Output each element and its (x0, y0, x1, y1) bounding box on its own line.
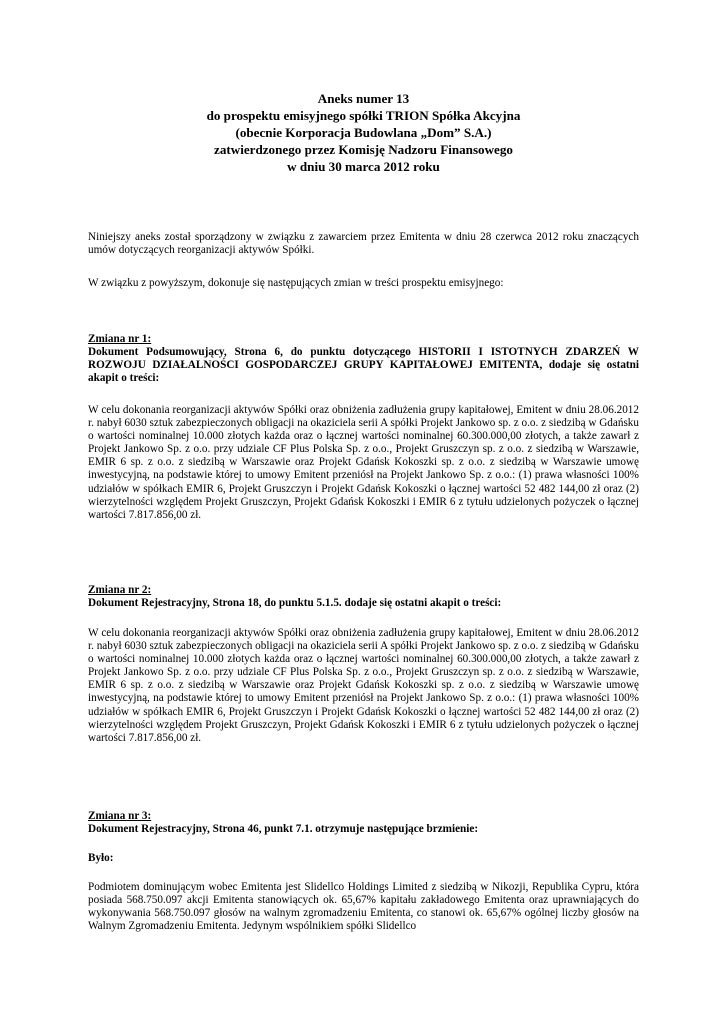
change-2-header (88, 584, 639, 610)
change-1-body (88, 404, 639, 522)
intro-text-2: W związku z powyższym, dokonuje się następujących zmian w treści prospektu emisyjnego: (88, 277, 504, 289)
intro-paragraph (88, 231, 639, 257)
change-1-heading: Zmiana nr 1: (88, 333, 152, 345)
change-3-heading: Zmiana nr 3: (88, 810, 152, 822)
change-2-body-text: W celu dokonania reorganizacji aktywów Spółki oraz obniżenia zadłużenia grupy kapitałowej, Emitent w dniu 28.06.2012 r. nabył 6030 sztuk zabezpieczonych obligacji na okaziciela serii A spółki Projekt Jankowo sp. z o.o. z siedzibą w Gdańsku o wartości nominalnej 10.000 złotych każda oraz o łącznej wartości nominalnej 60.300.000,00 złotych, a także zawarł z Projekt Jankowo Sp. z o.o. przy udziale CF Plus Polska Sp. z o.o., Projekt Gruszczyn sp. z o.o. z siedzibą w Warszawie, EMIR 6 sp. z o.o. z siedzibą w Warszawie oraz Projekt Gdańsk Kokoszki sp. z o.o. z siedzibą w Warszawie umowę inwestycyjną, na podstawie której to umowy Emitent przeniósł na Projekt Jankowo Sp. z o.o.: (1) prawa własności 100% udziałów w spółkach EMIR 6, Projekt Gruszczyn i Projekt Gdańsk Kokoszki o łącznej wartości 52 482 144,00 zł oraz (2) wierzytelności względem Projekt Gruszczyn, Projekt Gdańsk Kokoszki i EMIR 6 z tytułu udzielonych pożyczek o łącznej wartości 7.817.856,00 zł. (88, 627, 639, 744)
change-3-body-text: Podmiotem dominującym wobec Emitenta jest Slidellco Holdings Limited z siedzibą w Nikozji, Republika Cypru, która posiada 568.750.097 akcji Emitenta stanowiących ok. 65,67% kapitału zakładowego Emitenta oraz uprawniających do wykonywania 568.750.097 głosów na walnym zgromadzeniu Emitenta, co stanowi ok. 65,67% ogólnej liczby głosów na Walnym Zgromadzeniu Emitenta. Jedynym wspólnikiem spółki Slidellco (88, 881, 639, 933)
change-1-header (88, 333, 639, 385)
change-1-body-text: W celu dokonania reorganizacji aktywów Spółki oraz obniżenia zadłużenia grupy kapitałowej, Emitent w dniu 28.06.2012 r. nabył 6030 sztuk zabezpieczonych obligacji na okaziciela serii A spółki Projekt Jankowo sp. z o.o. z siedzibą w Gdańsku o wartości nominalnej 10.000 złotych każda oraz o łącznej wartości nominalnej 60.300.000,00 złotych, a także zawarł z Projekt Jankowo Sp. z o.o. przy udziale CF Plus Polska Sp. z o.o., Projekt Gruszczyn sp. z o.o. z siedzibą w Warszawie, EMIR 6 sp. z o.o. z siedzibą w Warszawie oraz Projekt Gdańsk Kokoszki sp. z o.o. z siedzibą w Warszawie umowę inwestycyjną, na podstawie której to umowy Emitent przeniósł na Projekt Jankowo Sp. z o.o.: (1) prawa własności 100% udziałów w spółkach EMIR 6, Projekt Gruszczyn i Projekt Gdańsk Kokoszki o łącznej wartości 52 482 144,00 zł oraz (2) wierzytelności względem Projekt Gruszczyn, Projekt Gdańsk Kokoszki i EMIR 6 z tytułu udzielonych pożyczek o łącznej wartości 7.817.856,00 zł. (88, 404, 639, 521)
title-line-3: (obecnie Korporacja Budowlana „Dom” S.A.) (235, 125, 492, 141)
intro-text: Niniejszy aneks został sporządzony w związku z zawarciem przez Emitenta w dniu 28 czerwca 2012 roku znaczących umów dotyczących reorganizacji aktywów Spółki. (88, 231, 639, 257)
change-2-heading: Zmiana nr 2: (88, 584, 152, 596)
change-3-body (88, 881, 639, 933)
change-2-body (88, 627, 639, 745)
change-3-description: Dokument Rejestracyjny, Strona 46, punkt 7.1. otrzymuje następujące brzmienie: (88, 823, 479, 836)
change-3-was-label: Było: (88, 852, 114, 864)
document-title (88, 90, 639, 175)
title-line-1: Aneks numer 13 (317, 91, 410, 106)
change-1-description: Dokument Podsumowujący, Strona 6, do punktu dotyczącego HISTORII I ISTOTNYCH ZDARZEŃ W ROZWOJU DZIAŁALNOŚCI GOSPODARCZEJ GRUPY KAPITAŁOWEJ EMITENTA, dodaje się ostatni akapit o treści: (88, 346, 639, 385)
title-line-4: zatwierdzonego przez Komisję Nadzoru Finansowego (214, 142, 513, 158)
title-line-5: w dniu 30 marca 2012 roku (287, 159, 440, 175)
change-3-was (88, 852, 639, 865)
title-line-2: do prospektu emisyjnego spółki TRION Spółka Akcyjna (206, 108, 521, 124)
change-2-description: Dokument Rejestracyjny, Strona 18, do punktu 5.1.5. dodaje się ostatni akapit o treści: (88, 597, 502, 610)
intro-paragraph-2 (88, 277, 639, 290)
change-3-header (88, 810, 639, 836)
